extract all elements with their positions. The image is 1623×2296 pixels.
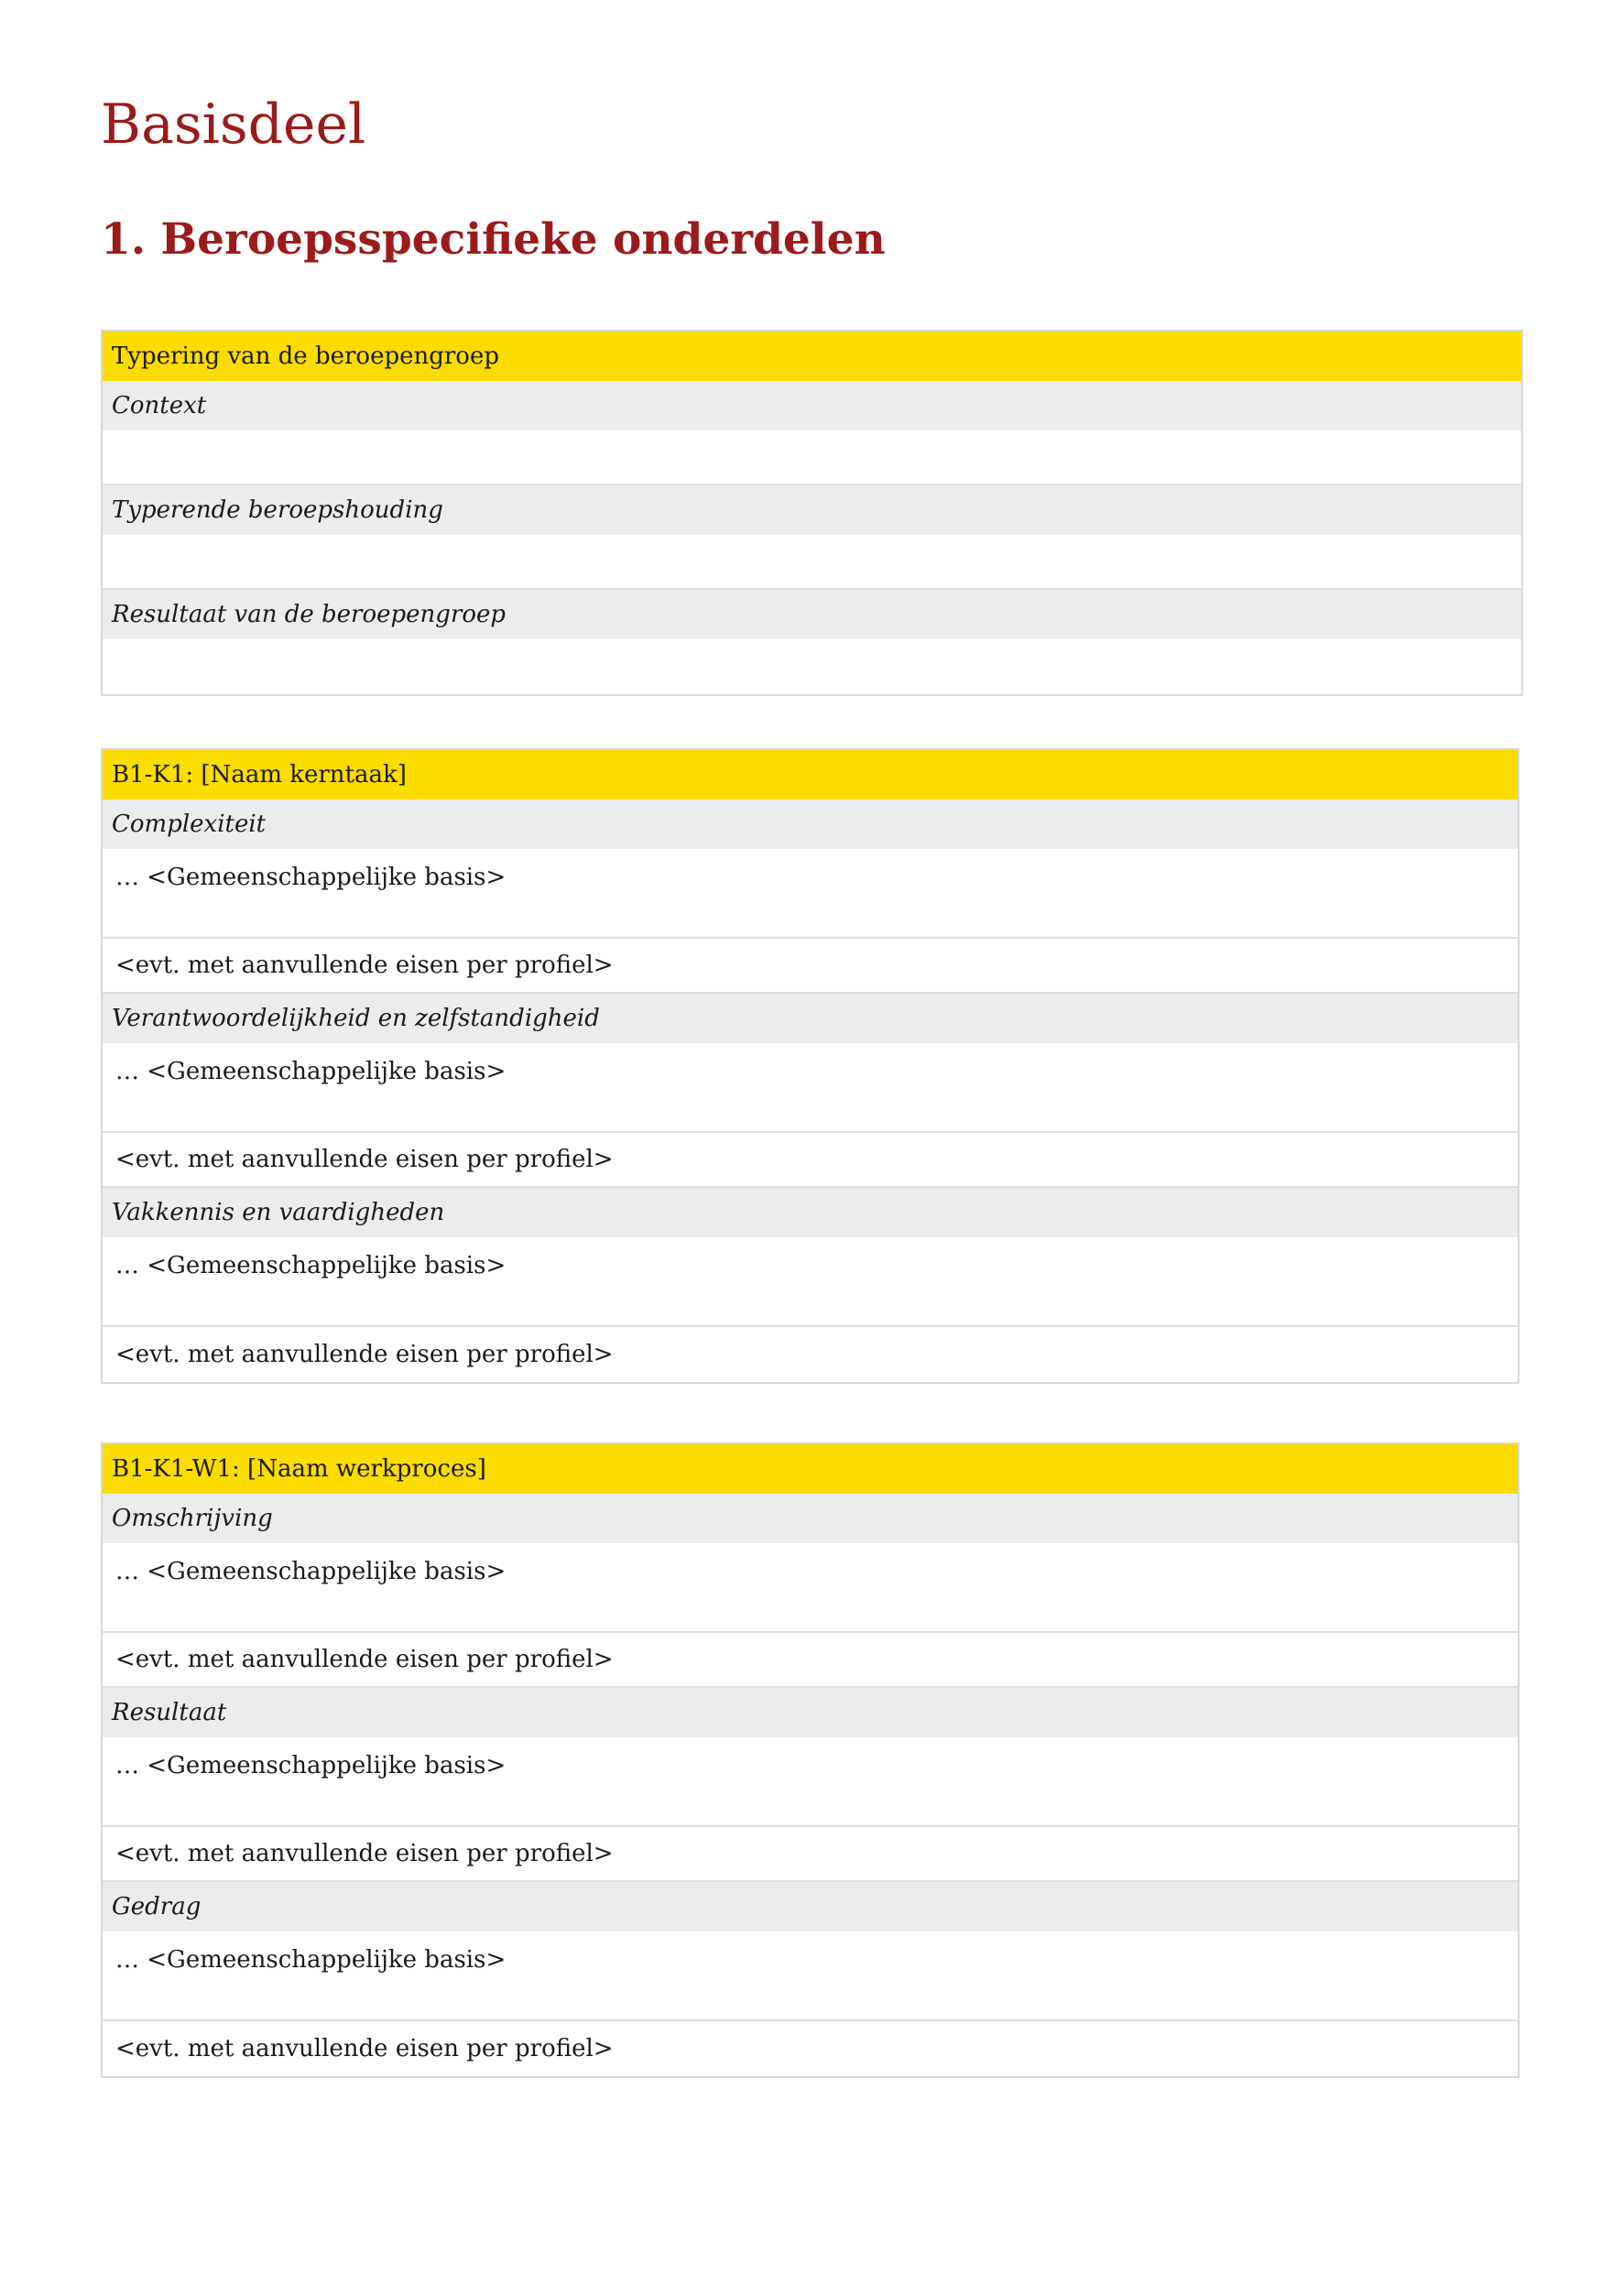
complexiteit-label: Complexiteit — [103, 800, 1518, 849]
gedrag-label: Gedrag — [103, 1882, 1518, 1931]
omschrijving-basis-field[interactable]: … <Gemeenschappelijke basis> — [103, 1543, 1518, 1633]
omschrijving-extra-field[interactable]: <evt. met aanvullende eisen per profiel> — [103, 1633, 1518, 1688]
resultaat-label: Resultaat — [103, 1688, 1518, 1737]
verantwoordelijkheid-label: Verantwoordelijkheid en zelfstandigheid — [103, 994, 1518, 1043]
kerntaak-table — [101, 748, 1520, 1384]
omschrijving-label: Omschrijving — [103, 1494, 1518, 1543]
werkproces-header: B1-K1-W1: [Naam werkproces] — [103, 1444, 1518, 1494]
resultaat-basis-field[interactable]: … <Gemeenschappelijke basis> — [103, 1737, 1518, 1827]
typering-header: Typering van de beroepengroep — [103, 332, 1521, 381]
verantwoordelijkheid-extra-field[interactable]: <evt. met aanvullende eisen per profiel> — [103, 1133, 1518, 1188]
resultaat-extra-field[interactable]: <evt. met aanvullende eisen per profiel> — [103, 1827, 1518, 1882]
kerntaak-header: B1-K1: [Naam kerntaak] — [103, 750, 1518, 800]
verantwoordelijkheid-basis-field[interactable]: … <Gemeenschappelijke basis> — [103, 1043, 1518, 1133]
resultaat-beroepengroep-label: Resultaat van de beroepengroep — [103, 590, 1521, 639]
gedrag-extra-field[interactable]: <evt. met aanvullende eisen per profiel> — [115, 2035, 614, 2062]
section-title: 1. Beroepsspecifieke onderdelen — [101, 214, 886, 265]
context-label: Context — [103, 381, 1521, 430]
werkproces-table — [101, 1442, 1520, 2078]
context-field[interactable] — [103, 430, 1521, 485]
vakkennis-basis-field[interactable]: … <Gemeenschappelijke basis> — [103, 1237, 1518, 1327]
typering-table — [101, 330, 1523, 696]
beroepshouding-label: Typerende beroepshouding — [103, 485, 1521, 535]
resultaat-beroepengroep-field[interactable] — [103, 639, 1521, 694]
page-title: Basisdeel — [101, 92, 366, 157]
vakkennis-label: Vakkennis en vaardigheden — [103, 1188, 1518, 1237]
complexiteit-extra-field[interactable]: <evt. met aanvullende eisen per profiel> — [103, 939, 1518, 994]
gedrag-basis-field[interactable]: … <Gemeenschappelijke basis> — [103, 1931, 1518, 2021]
complexiteit-basis-field[interactable]: … <Gemeenschappelijke basis> — [103, 849, 1518, 939]
beroepshouding-field[interactable] — [103, 535, 1521, 590]
vakkennis-extra-field[interactable]: <evt. met aanvullende eisen per profiel> — [115, 1341, 614, 1368]
